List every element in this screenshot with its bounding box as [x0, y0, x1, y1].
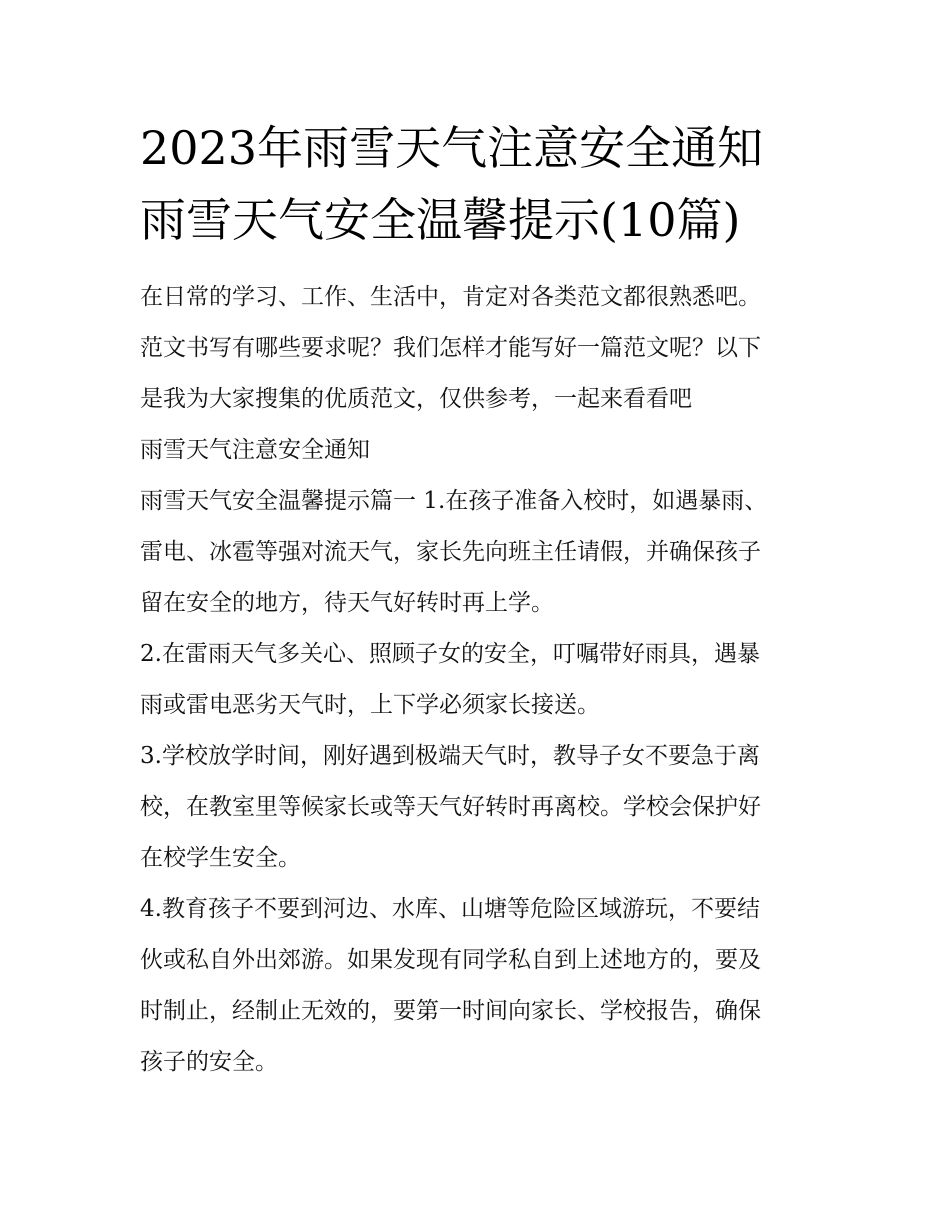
paragraph-item-4	[140, 884, 825, 1088]
body-line: 雨或雷电恶劣天气时，上下学必须家长接送。	[140, 692, 600, 718]
body-line: 在日常的学习、工作、生活中，肯定对各类范文都很熟悉吧。	[140, 284, 761, 310]
paragraph-item-2	[140, 629, 825, 731]
body-line: 是我为大家搜集的优质范文，仅供参考，一起来看看吧	[140, 386, 692, 412]
body-line: 3.学校放学时间，刚好遇到极端天气时，教导子女不要急于离	[140, 743, 760, 769]
body-line: 雷电、冰雹等强对流天气，家长先向班主任请假，并确保孩子	[140, 539, 761, 565]
body-line: 2.在雷雨天气多关心、照顾子女的安全，叮嘱带好雨具，遇暴	[140, 641, 760, 667]
body-line: 孩子的安全。	[140, 1049, 278, 1075]
body-line: 在校学生安全。	[140, 845, 301, 871]
body-line: 留在安全的地方，待天气好转时再上学。	[140, 590, 554, 616]
document-body	[140, 272, 825, 1088]
title-line-2: 雨雪天气安全温馨提示(10篇)	[140, 193, 741, 247]
body-line: 4.教育孩子不要到河边、水库、山塘等危险区域游玩，不要结	[140, 896, 760, 922]
body-line: 伙或私自外出郊游。如果发现有同学私自到上述地方的，要及	[140, 947, 761, 973]
body-line: 雨雪天气安全温馨提示篇一 1.在孩子准备入校时，如遇暴雨、	[140, 488, 768, 514]
document-title	[140, 112, 830, 256]
intro-paragraph	[140, 272, 825, 425]
paragraph-item-1	[140, 476, 825, 629]
body-line: 校，在教室里等候家长或等天气好转时再离校。学校会保护好	[140, 794, 761, 820]
body-line: 雨雪天气注意安全通知	[140, 437, 370, 463]
section-heading	[140, 425, 825, 476]
body-line: 范文书写有哪些要求呢？我们怎样才能写好一篇范文呢？以下	[140, 335, 761, 361]
paragraph-item-3	[140, 731, 825, 884]
title-line-1: 2023年雨雪天气注意安全通知	[140, 121, 764, 175]
body-line: 时制止，经制止无效的，要第一时间向家长、学校报告，确保	[140, 998, 761, 1024]
